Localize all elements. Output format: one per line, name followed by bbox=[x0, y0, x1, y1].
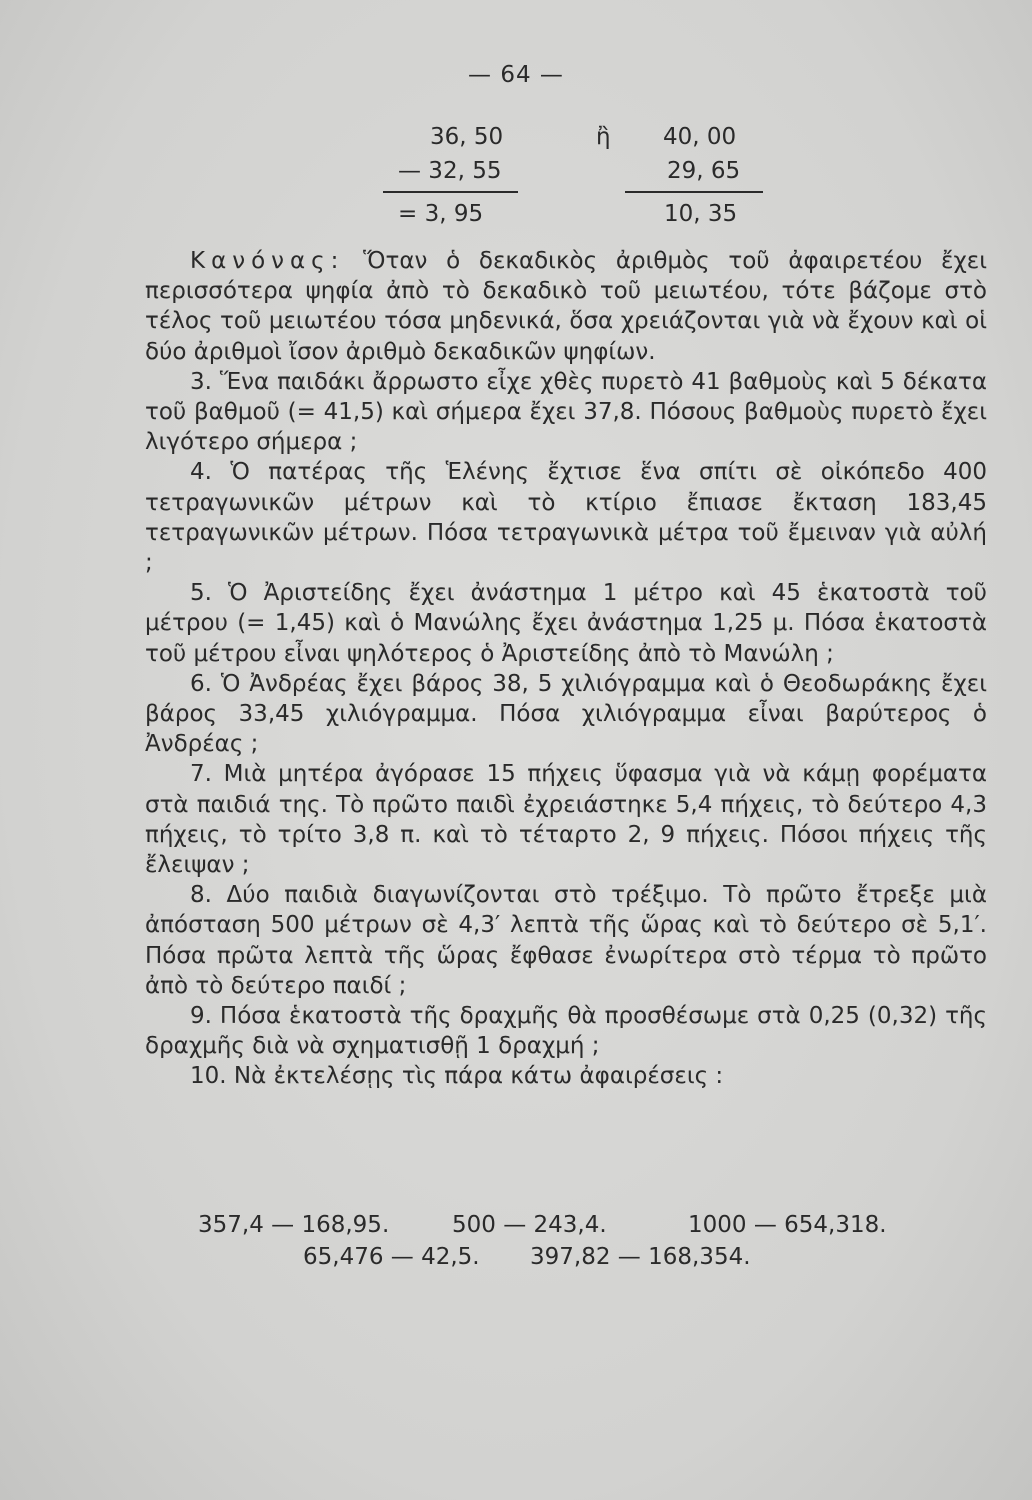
exercise-3: 3. Ἕνα παιδάκι ἄρρωστο εἶχε χθὲς πυρετὸ 41 βαθμοὺς καὶ 5 δέκατα τοῦ βαθμοῦ (= 41,5) καὶ σήμερα ἔχει 37,8. Πόσους βαθμοὺς πυρετὸ ἔχει λιγότερο σήμερα ; bbox=[145, 368, 987, 456]
exercise-8: 8. Δύο παιδιὰ διαγωνίζονται στὸ τρέξιμο. Τὸ πρῶτο ἔτρεξε μιὰ ἀπόσταση 500 μέτρων σὲ 4,3′ λεπτὰ τῆς ὥρας καὶ τὸ δεύτερο σὲ 5,1′. Πόσα πρῶτα λεπτὰ τῆς ὥρας ἔφθασε ἐνωρίτερα στὸ τέρμα τὸ πρῶτο ἀπὸ τὸ δεύτερο παιδί ; bbox=[145, 882, 987, 999]
left-subtrahend: — 32, 55 bbox=[398, 158, 502, 184]
right-subtrahend: 29, 65 bbox=[667, 158, 741, 184]
rule-label: Κανόνας: bbox=[190, 248, 345, 274]
right-minuend: 40, 00 bbox=[663, 124, 737, 150]
exercise-10: 10. Νὰ ἐκτελέσῃς τὶς πάρα κάτω ἀφαιρέσεις : bbox=[190, 1063, 724, 1090]
subtraction-item: 357,4 — 168,95. bbox=[198, 1212, 390, 1238]
body-text bbox=[145, 246, 987, 1092]
rule-paragraph bbox=[145, 246, 987, 367]
rule-text: Ὅταν ὁ δεκαδικὸς ἀριθμὸς τοῦ ἀφαιρετέου ἔχει περισσότερα ψηφία ἀπὸ τὸ δεκαδικὸ τοῦ μειωτέου, τότε βάζομε στὸ τέλος τοῦ μειωτέου τόσα μηδενικά, ὅσα χρειάζονται γιὰ νὰ ἔχουν καὶ οἱ δύο ἀριθμοὶ ἴσον ἀριθμὸ δεκαδικῶν ψηφίων. bbox=[145, 248, 987, 365]
subtraction-item: 500 — 243,4. bbox=[452, 1212, 607, 1238]
exercise-4: 4. Ὁ πατέρας τῆς Ἑλένης ἔχτισε ἕνα σπίτι σὲ οἰκόπεδο 400 τετραγωνικῶν μέτρων καὶ τὸ κτίριο ἔπιασε ἔκταση 183,45 τετραγωνικῶν μέτρων. Πόσα τετραγωνικὰ μέτρα τοῦ ἔμειναν γιὰ αὐλή ; bbox=[145, 459, 987, 577]
right-result: 10, 35 bbox=[664, 201, 738, 227]
subtraction-item: 397,82 — 168,354. bbox=[530, 1244, 751, 1270]
right-underline bbox=[625, 191, 763, 193]
exercise-9: 9. Πόσα ἑκατοστὰ τῆς δραχμῆς θὰ προσθέσωμε στὰ 0,25 (0,32) τῆς δραχμῆς διὰ νὰ σχηματισθῇ 1 δραχμή ; bbox=[145, 1003, 987, 1060]
connector-word: ἢ bbox=[596, 124, 611, 150]
exercise-5: 5. Ὁ Ἀριστείδης ἔχει ἀνάστημα 1 μέτρο καὶ 45 ἑκατοστὰ τοῦ μέτρου (= 1,45) καὶ ὁ Μανώλης ἔχει ἀνάστημα 1,25 μ. Πόσα ἑκατοστὰ τοῦ μέτρου εἶναι ψηλότερος ὁ Ἀριστείδης ἀπὸ τὸ Μανώλη ; bbox=[145, 580, 987, 667]
subtraction-item: 1000 — 654,318. bbox=[688, 1212, 887, 1238]
subtraction-item: 65,476 — 42,5. bbox=[303, 1244, 480, 1270]
left-result: = 3, 95 bbox=[398, 201, 484, 227]
exercise-6: 6. Ὁ Ἀνδρέας ἔχει βάρος 38, 5 χιλιόγραμμα καὶ ὁ Θεοδωράκης ἔχει βάρος 33,45 χιλιόγραμμα. Πόσα χιλιόγραμμα εἶναι βαρύτερος ὁ Ἀνδρέας ; bbox=[145, 670, 987, 758]
exercise-7: 7. Μιὰ μητέρα ἀγόρασε 15 πήχεις ὕφασμα γιὰ νὰ κάμῃ φορέματα στὰ παιδιά της. Τὸ πρῶτο παιδὶ ἐχρειάστηκε 5,4 πήχεις, τὸ δεύτερο 4,3 πήχεις, τὸ τρίτο 3,8 π. καὶ τὸ τέταρτο 2, 9 πήχεις. Πόσοι πήχεις τῆς ἔλειψαν ; bbox=[145, 761, 987, 879]
left-underline bbox=[383, 191, 518, 193]
page-number: — 64 — bbox=[468, 62, 564, 88]
left-minuend: 36, 50 bbox=[430, 124, 504, 150]
